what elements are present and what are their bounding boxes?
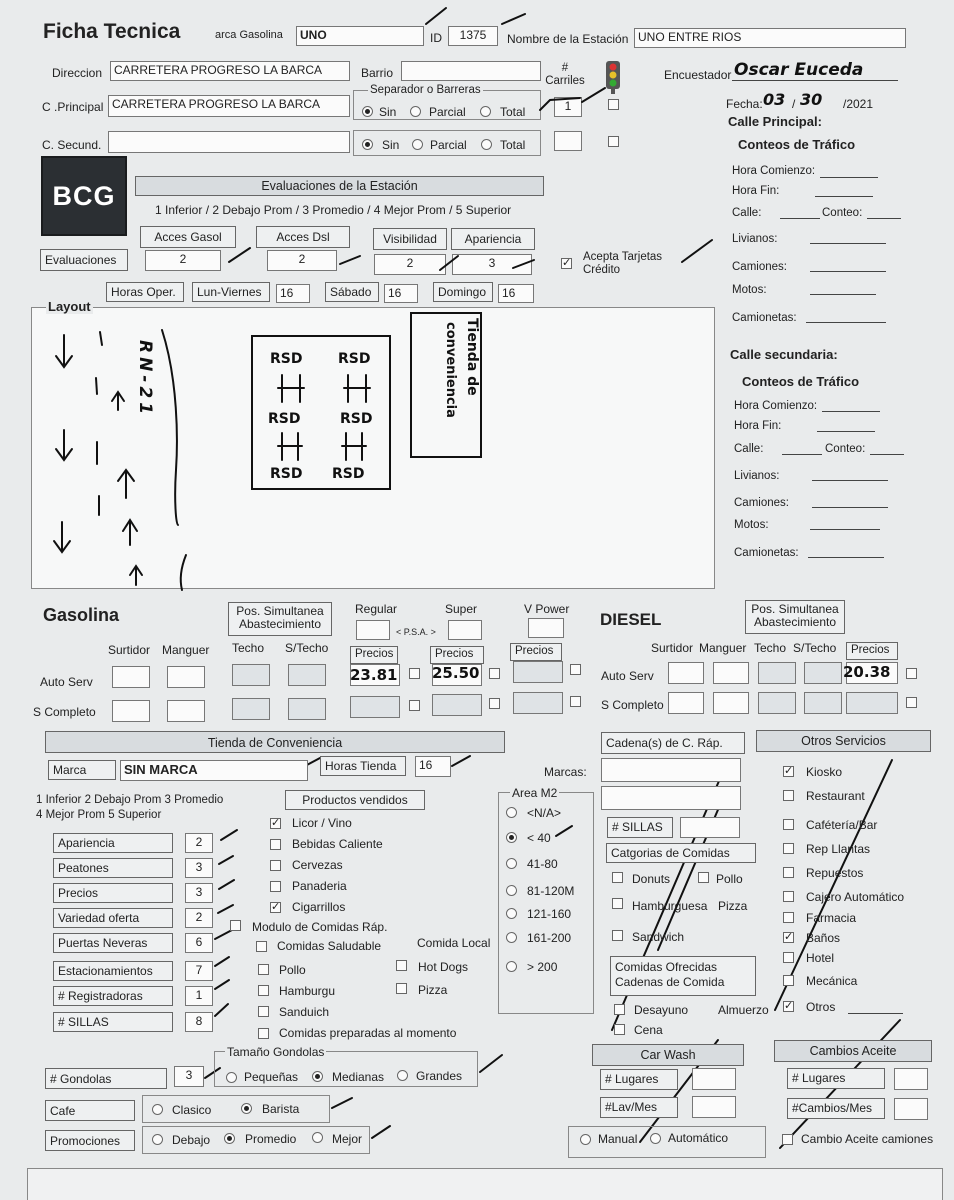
manual-label: Manual bbox=[598, 1132, 638, 1146]
cambio-camiones-check[interactable] bbox=[782, 1134, 793, 1145]
area-title: Area M2 bbox=[512, 786, 558, 800]
encuestador-value: Oscar Euceda bbox=[734, 60, 864, 80]
manual-radio[interactable] bbox=[580, 1134, 591, 1145]
otros-check[interactable] bbox=[783, 819, 794, 830]
marca-gasolina-field[interactable]: UNO bbox=[296, 26, 424, 46]
livianos-label: Livianos: bbox=[732, 233, 778, 245]
rating-label: # Registradoras bbox=[53, 986, 173, 1006]
comida-local-label: Comida Local bbox=[417, 936, 491, 950]
conteo-label-2: Conteo: bbox=[825, 443, 866, 455]
conteo-label: Conteo: bbox=[822, 207, 863, 219]
s-completo-surtidor[interactable] bbox=[112, 700, 150, 722]
otros-check[interactable] bbox=[783, 843, 794, 854]
s-completo-regular-check[interactable] bbox=[409, 700, 420, 711]
otros-label: Restaurant bbox=[806, 789, 865, 803]
psa-super-field[interactable] bbox=[448, 620, 482, 640]
marca-gasolina-label: arca Gasolina bbox=[215, 29, 283, 41]
super-label: Super bbox=[445, 602, 478, 616]
precios-vpower-label: Precios bbox=[510, 643, 562, 661]
area-option-radio[interactable] bbox=[506, 961, 517, 972]
id-label: ID bbox=[430, 31, 442, 45]
carriles-principal-field[interactable]: 1 bbox=[554, 97, 582, 117]
rating-label: # SILLAS bbox=[53, 1012, 173, 1032]
comidas-preparadas-label: Comidas preparadas al momento bbox=[279, 1026, 457, 1040]
producto-label: Licor / Vino bbox=[292, 816, 352, 830]
camiones-label-2: Camiones: bbox=[734, 497, 789, 509]
acces-gasol-label: Acces Gasol bbox=[140, 226, 236, 248]
pump-1: RSD bbox=[270, 351, 303, 367]
tienda-marca-label: Marca bbox=[48, 760, 116, 780]
tienda-sketch-2: conveniencia bbox=[443, 322, 458, 418]
form-title: Ficha Tecnica bbox=[43, 20, 181, 43]
tienda-scale-2: 4 Mejor Prom 5 Superior bbox=[36, 809, 162, 821]
diesel-sc-manguer[interactable] bbox=[713, 692, 749, 714]
area-option-radio[interactable] bbox=[506, 932, 517, 943]
area-option-label: 41-80 bbox=[527, 857, 558, 871]
fecha-anio: /2021 bbox=[843, 97, 874, 111]
diesel-sc-techo[interactable] bbox=[758, 692, 796, 714]
automatico-radio[interactable] bbox=[650, 1133, 661, 1144]
cadena-pizza-label: Pizza bbox=[718, 899, 748, 913]
opt-parcial-label: Parcial bbox=[429, 105, 466, 119]
pump-6: RSD bbox=[332, 466, 365, 482]
clasico-label: Clasico bbox=[172, 1103, 212, 1117]
psa-vpower-field[interactable] bbox=[528, 618, 564, 638]
calle-secundaria-title: Calle secundaria: bbox=[730, 347, 838, 362]
carwash-lugares-label: # Lugares bbox=[600, 1069, 678, 1090]
otros-label: Farmacia bbox=[806, 911, 857, 925]
diesel-sc-check[interactable] bbox=[906, 697, 917, 708]
otros-label: Cafétería/Bar bbox=[806, 818, 878, 832]
otros-check[interactable] bbox=[783, 891, 794, 902]
diesel-title: DIESEL bbox=[600, 610, 662, 629]
acces-gasol-value[interactable]: 2 bbox=[145, 250, 221, 271]
comidas-saludable-check[interactable] bbox=[256, 941, 267, 952]
cadena-sillas-label: # SILLAS bbox=[607, 817, 673, 838]
sabado-value[interactable]: 16 bbox=[384, 284, 418, 303]
rating-label: Puertas Neveras bbox=[53, 933, 173, 953]
producto-label: Panaderia bbox=[292, 879, 347, 893]
automatico-label: Automático bbox=[668, 1131, 729, 1145]
grandes-label: Grandes bbox=[416, 1069, 463, 1083]
hot-dogs-check[interactable] bbox=[396, 960, 407, 971]
diesel-auto-serv-label: Auto Serv bbox=[601, 669, 654, 683]
diesel-pos-simultanea: Pos. Simultanea Abastecimiento bbox=[745, 600, 845, 634]
area-option-label: > 200 bbox=[527, 960, 558, 974]
acepta-tarjetas-label: Acepta Tarjetas Crédito bbox=[583, 251, 663, 276]
modulo-comidas-check[interactable] bbox=[230, 920, 241, 931]
sandwich-check[interactable] bbox=[258, 1006, 269, 1017]
carwash-lugares-field[interactable] bbox=[692, 1068, 736, 1090]
rating-value[interactable]: 8 bbox=[185, 1012, 213, 1032]
tienda-marca-field[interactable]: SIN MARCA bbox=[120, 760, 308, 781]
lun-viernes-value[interactable]: 16 bbox=[276, 284, 310, 303]
lun-viernes-label: Lun-Viernes bbox=[192, 282, 270, 302]
desayuno-label: Desayuno bbox=[634, 1003, 689, 1017]
gondolas-label: # Gondolas bbox=[45, 1068, 167, 1089]
rating-label: Peatones bbox=[53, 858, 173, 878]
pump-2: RSD bbox=[338, 351, 371, 367]
livianos-label-2: Livianos: bbox=[734, 470, 780, 482]
cambios-lugares-label: # Lugares bbox=[787, 1068, 885, 1089]
marcas-label: Marcas: bbox=[544, 765, 587, 779]
carwash-lav-mes-field[interactable] bbox=[692, 1096, 736, 1118]
comidas-ofrecidas-line-2: Cadenas de Comida bbox=[615, 975, 725, 989]
road-label: RN-21 bbox=[135, 340, 155, 419]
auto-serv-manguer[interactable] bbox=[167, 666, 205, 688]
gasolina-title: Gasolina bbox=[43, 605, 120, 625]
s-completo-super-check[interactable] bbox=[489, 698, 500, 709]
pequenas-radio[interactable] bbox=[226, 1072, 237, 1083]
promedio-radio[interactable] bbox=[224, 1133, 235, 1144]
visibilidad-label: Visibilidad bbox=[373, 228, 447, 250]
medianas-label: Medianas bbox=[332, 1070, 385, 1084]
opt-sin-label: Sin bbox=[379, 105, 397, 119]
pump-5: RSD bbox=[270, 466, 303, 482]
mejor-label: Mejor bbox=[332, 1132, 363, 1146]
debajo-label: Debajo bbox=[172, 1133, 211, 1147]
fecha-label: Fecha: bbox=[726, 97, 763, 111]
c-principal-field[interactable]: CARRETERA PROGRESO LA BARCA bbox=[108, 95, 350, 117]
pequenas-label: Pequeñas bbox=[244, 1070, 299, 1084]
rating-label: Estacionamientos bbox=[53, 961, 173, 981]
comida-pollo-check[interactable] bbox=[258, 964, 269, 975]
otros-check[interactable] bbox=[783, 975, 794, 986]
diesel-precios-label: Precios bbox=[846, 642, 898, 660]
area-option-label: 81-120M bbox=[527, 884, 575, 898]
comidas-saludable-label: Comidas Saludable bbox=[277, 939, 382, 953]
otros-label: Repuestos bbox=[806, 866, 864, 880]
producto-label: Bebidas Caliente bbox=[292, 837, 383, 851]
diesel-auto-surtidor[interactable] bbox=[668, 662, 704, 684]
auto-serv-surtidor[interactable] bbox=[112, 666, 150, 688]
rating-value[interactable]: 3 bbox=[185, 883, 213, 903]
producto-label: Cigarrillos bbox=[292, 900, 346, 914]
marcas-field-2[interactable] bbox=[601, 786, 741, 810]
calle-label-2: Calle: bbox=[734, 443, 764, 455]
diesel-s-techo-label: S/Techo bbox=[793, 641, 837, 655]
rating-value[interactable]: 7 bbox=[185, 961, 213, 981]
productos-title: Productos vendidos bbox=[285, 790, 425, 810]
area-option-label: <N/A> bbox=[527, 806, 562, 820]
hamburguesa-check[interactable] bbox=[612, 898, 623, 909]
hot-dogs-label: Hot Dogs bbox=[418, 960, 469, 974]
s-completo-label: S Completo bbox=[33, 705, 96, 719]
diesel-s-completo-label: S Completo bbox=[601, 698, 664, 712]
acces-dsl-value[interactable]: 2 bbox=[267, 250, 337, 271]
evaluaciones-scale: 1 Inferior / 2 Debajo Prom / 3 Promedio / 4 Mejor Prom / 5 Superior bbox=[155, 203, 512, 217]
psa-regular-field[interactable] bbox=[356, 620, 390, 640]
precio-regular-check[interactable] bbox=[409, 668, 420, 679]
producto-check[interactable] bbox=[270, 839, 281, 850]
c-secund-label: C. Secund. bbox=[42, 138, 102, 152]
estacion-label: Nombre de la Estación bbox=[507, 32, 629, 46]
marcas-field-1[interactable] bbox=[601, 758, 741, 782]
comidas-preparadas-check[interactable] bbox=[258, 1028, 269, 1039]
producto-check[interactable]: ✓ bbox=[271, 901, 281, 913]
cadena-sandwich-label: Sandwich bbox=[632, 930, 685, 944]
otros-label: Baños bbox=[806, 931, 841, 945]
cadena-title: Cadena(s) de C. Ráp. bbox=[601, 732, 745, 754]
promociones-label: Promociones bbox=[45, 1130, 135, 1151]
calle-label: Calle: bbox=[732, 207, 762, 219]
cena-check[interactable] bbox=[614, 1024, 625, 1035]
comidas-ofrecidas-title bbox=[610, 956, 756, 996]
area-option-radio[interactable] bbox=[506, 858, 517, 869]
donuts-label: Donuts bbox=[632, 872, 671, 886]
grandes-radio[interactable] bbox=[397, 1070, 408, 1081]
auto-serv-techo[interactable] bbox=[232, 664, 270, 686]
s-techo-label: S/Techo bbox=[285, 641, 329, 655]
opt-parcial-label-2: Parcial bbox=[430, 138, 467, 152]
tamano-title: Tamaño Gondolas bbox=[227, 1045, 325, 1059]
c-principal-label: C .Principal bbox=[42, 100, 104, 114]
pump-4: RSD bbox=[340, 411, 373, 427]
otros-check[interactable]: ✓ bbox=[784, 765, 794, 777]
id-field[interactable]: 1375 bbox=[448, 26, 498, 46]
diesel-auto-s-techo[interactable] bbox=[804, 662, 842, 684]
hora-fin-label: Hora Fin: bbox=[732, 185, 780, 197]
area-option-radio[interactable] bbox=[506, 885, 517, 896]
carwash-lav-mes-label: #Lav/Mes bbox=[600, 1097, 678, 1118]
s-completo-manguer[interactable] bbox=[167, 700, 205, 722]
camiones-label: Camiones: bbox=[732, 261, 787, 273]
gasolina-pos-simultanea: Pos. Simultanea Abastecimiento bbox=[228, 602, 332, 636]
comida-pizza-label: Pizza bbox=[418, 983, 448, 997]
clasico-radio[interactable] bbox=[152, 1104, 163, 1115]
precio-vpower-check[interactable] bbox=[570, 664, 581, 675]
debajo-radio[interactable] bbox=[152, 1134, 163, 1145]
cadena-sandwich-check[interactable] bbox=[612, 930, 623, 941]
donuts-check[interactable] bbox=[612, 872, 623, 883]
s-completo-precio-vpower[interactable] bbox=[513, 692, 563, 714]
direccion-label: Direccion bbox=[52, 66, 103, 80]
diesel-sc-s-techo[interactable] bbox=[804, 692, 842, 714]
encuestador-label: Encuestador bbox=[664, 68, 732, 82]
camionetas-label-2: Camionetas: bbox=[734, 547, 799, 559]
barrio-label: Barrio bbox=[361, 66, 394, 80]
conteos-principal-title: Conteos de Tráfico bbox=[738, 137, 856, 152]
direccion-field[interactable]: CARRETERA PROGRESO LA BARCA bbox=[110, 61, 350, 81]
producto-check[interactable]: ✓ bbox=[271, 817, 281, 829]
s-completo-precio-super[interactable] bbox=[432, 694, 482, 716]
precio-super-value: 25.50 bbox=[432, 664, 480, 682]
hora-comienzo-label-2: Hora Comienzo: bbox=[734, 400, 818, 412]
fecha-mes: 03 bbox=[763, 90, 786, 109]
precio-regular-value: 23.81 bbox=[350, 666, 398, 684]
separador-label: Separador o Barreras bbox=[370, 84, 481, 96]
cambios-lugares-field[interactable] bbox=[894, 1068, 928, 1090]
evaluaciones-label: Evaluaciones bbox=[40, 249, 128, 271]
sandwich-label: Sanduich bbox=[279, 1005, 330, 1019]
comida-pollo-label: Pollo bbox=[279, 963, 306, 977]
precio-vpower-field[interactable] bbox=[513, 661, 563, 683]
area-group bbox=[498, 792, 594, 1014]
motos-label: Motos: bbox=[732, 284, 767, 296]
auto-serv-s-techo[interactable] bbox=[288, 664, 326, 686]
desayuno-check[interactable] bbox=[614, 1004, 625, 1015]
cena-label: Cena bbox=[634, 1023, 663, 1037]
medianas-radio[interactable] bbox=[312, 1071, 323, 1082]
otros-check[interactable] bbox=[783, 912, 794, 923]
rating-value[interactable]: 2 bbox=[185, 833, 213, 853]
opt-total-label-2: Total bbox=[500, 138, 526, 152]
hamburguesa-label: Hamburguesa bbox=[632, 899, 708, 913]
area-option-radio[interactable] bbox=[506, 807, 517, 818]
evaluaciones-title: Evaluaciones de la Estación bbox=[135, 176, 544, 196]
opt-total-label: Total bbox=[500, 105, 526, 119]
diesel-precio-value: 20.38 bbox=[843, 663, 891, 681]
diesel-sc-surtidor[interactable] bbox=[668, 692, 704, 714]
cadena-sillas-field[interactable] bbox=[680, 817, 740, 838]
comida-pizza-check[interactable] bbox=[396, 983, 407, 994]
barista-radio[interactable] bbox=[241, 1103, 252, 1114]
domingo-label: Domingo bbox=[433, 282, 493, 302]
motos-label-2: Motos: bbox=[734, 519, 769, 531]
cafe-label: Cafe bbox=[45, 1100, 135, 1121]
camionetas-label: Camionetas: bbox=[732, 312, 797, 324]
barista-label: Barista bbox=[262, 1102, 300, 1116]
manguer-label: Manguer bbox=[162, 643, 210, 657]
diesel-techo-label: Techo bbox=[754, 641, 787, 655]
cambio-camiones-label: Cambio Aceite camiones bbox=[801, 1132, 934, 1146]
surtidor-label: Surtidor bbox=[108, 643, 151, 657]
cadena-pollo-label: Pollo bbox=[716, 872, 743, 886]
otros-label: Otros bbox=[806, 1000, 836, 1014]
diesel-auto-manguer[interactable] bbox=[713, 662, 749, 684]
calle-principal-title: Calle Principal: bbox=[728, 114, 822, 129]
otros-check[interactable]: ✓ bbox=[784, 931, 794, 943]
otros-label: Rep Llantas bbox=[806, 842, 871, 856]
auto-serv-label: Auto Serv bbox=[40, 675, 93, 689]
area-option-label: < 40 bbox=[527, 831, 551, 845]
diesel-manguer-label: Manguer bbox=[699, 641, 747, 655]
otros-label: Hotel bbox=[806, 951, 835, 965]
s-completo-vpower-check[interactable] bbox=[570, 696, 581, 707]
domingo-value[interactable]: 16 bbox=[498, 284, 534, 303]
cambios-title: Cambios Aceite bbox=[774, 1040, 932, 1062]
gondolas-field[interactable]: 3 bbox=[174, 1066, 204, 1087]
apariencia-value[interactable]: 3 bbox=[452, 254, 532, 275]
otros-label: Kiosko bbox=[806, 765, 843, 779]
hamburgu-label: Hamburgu bbox=[279, 984, 336, 998]
area-option-label: 121-160 bbox=[527, 907, 572, 921]
rating-label: Apariencia bbox=[53, 833, 173, 853]
diesel-auto-techo[interactable] bbox=[758, 662, 796, 684]
conteos-secundaria-title: Conteos de Tráfico bbox=[742, 374, 860, 389]
rating-value[interactable]: 2 bbox=[185, 908, 213, 928]
diesel-precio-check[interactable] bbox=[906, 668, 917, 679]
cadena-pollo-check[interactable] bbox=[698, 872, 709, 883]
otros-check[interactable] bbox=[783, 790, 794, 801]
cafe-group bbox=[142, 1095, 330, 1123]
horas-oper-label: Horas Oper. bbox=[106, 282, 184, 302]
rating-value[interactable]: 3 bbox=[185, 858, 213, 878]
precio-super-check[interactable] bbox=[489, 668, 500, 679]
tienda-sketch-1: Tienda de bbox=[464, 318, 480, 396]
hamburgu-check[interactable] bbox=[258, 985, 269, 996]
acces-dsl-label: Acces Dsl bbox=[256, 226, 350, 248]
producto-label: Cervezas bbox=[292, 858, 343, 872]
techo-label: Techo bbox=[232, 641, 265, 655]
categorias-title: Catgorias de Comidas bbox=[606, 843, 756, 863]
otros-label: Cajero Automático bbox=[806, 890, 905, 904]
regular-label: Regular bbox=[355, 602, 398, 616]
apariencia-label: Apariencia bbox=[451, 228, 535, 250]
acepta-tarjetas-check[interactable]: ✓ bbox=[562, 257, 572, 269]
pump-3: RSD bbox=[268, 411, 301, 427]
fecha-dia: 30 bbox=[800, 90, 823, 109]
psa-label: < P.S.A. > bbox=[396, 627, 436, 637]
bottom-frame bbox=[27, 1168, 943, 1200]
producto-check[interactable] bbox=[270, 860, 281, 871]
hora-comienzo-label: Hora Comienzo: bbox=[732, 165, 816, 177]
cambios-mes-label: #Cambios/Mes bbox=[787, 1098, 885, 1119]
hora-fin-label-2: Hora Fin: bbox=[734, 420, 782, 432]
area-option-radio[interactable] bbox=[506, 908, 517, 919]
rating-label: Precios bbox=[53, 883, 173, 903]
estacion-field[interactable]: UNO ENTRE RIOS bbox=[634, 28, 906, 48]
otros-check[interactable] bbox=[783, 952, 794, 963]
v-power-label: V Power bbox=[524, 602, 570, 616]
precios-regular-label: Precios bbox=[350, 646, 398, 664]
s-completo-techo[interactable] bbox=[232, 698, 270, 720]
rating-label: Variedad oferta bbox=[53, 908, 173, 928]
bcg-logo: BCG bbox=[41, 156, 127, 236]
mejor-radio[interactable] bbox=[312, 1132, 323, 1143]
otros-label: Mecánica bbox=[806, 974, 858, 988]
horas-tienda-field[interactable]: 16 bbox=[415, 756, 451, 777]
rating-value[interactable]: 6 bbox=[185, 933, 213, 953]
visibilidad-value[interactable]: 2 bbox=[374, 254, 446, 275]
tienda-scale-1: 1 Inferior 2 Debajo Prom 3 Promedio bbox=[36, 794, 224, 806]
rating-value[interactable]: 1 bbox=[185, 986, 213, 1006]
promedio-label: Promedio bbox=[245, 1132, 297, 1146]
almuerzo-label: Almuerzo bbox=[718, 1003, 769, 1017]
opt-sin-label-2: Sin bbox=[382, 138, 400, 152]
carwash-title: Car Wash bbox=[592, 1044, 744, 1066]
area-option-label: 161-200 bbox=[527, 931, 572, 945]
diesel-surtidor-label: Surtidor bbox=[651, 641, 694, 655]
precios-super-label: Precios bbox=[430, 646, 484, 664]
producto-check[interactable] bbox=[270, 881, 281, 892]
modulo-comidas-label: Modulo de Comidas Ráp. bbox=[252, 920, 388, 934]
s-completo-s-techo[interactable] bbox=[288, 698, 326, 720]
tienda-title: Tienda de Conveniencia bbox=[45, 731, 505, 753]
s-completo-precio-regular[interactable] bbox=[350, 696, 400, 718]
comidas-ofrecidas-line-1: Comidas Ofrecidas bbox=[615, 960, 718, 974]
diesel-sc-precio[interactable] bbox=[846, 692, 898, 714]
carriles-label: # Carriles bbox=[545, 62, 585, 87]
horas-tienda-label: Horas Tienda bbox=[320, 756, 406, 776]
sabado-label: Sábado bbox=[325, 282, 379, 302]
area-option-radio[interactable] bbox=[506, 832, 517, 843]
otros-title: Otros Servicios bbox=[756, 730, 931, 752]
cambios-mes-field[interactable] bbox=[894, 1098, 928, 1120]
otros-check[interactable] bbox=[783, 867, 794, 878]
layout-title: Layout bbox=[48, 299, 91, 314]
otros-check[interactable]: ✓ bbox=[784, 1000, 794, 1012]
